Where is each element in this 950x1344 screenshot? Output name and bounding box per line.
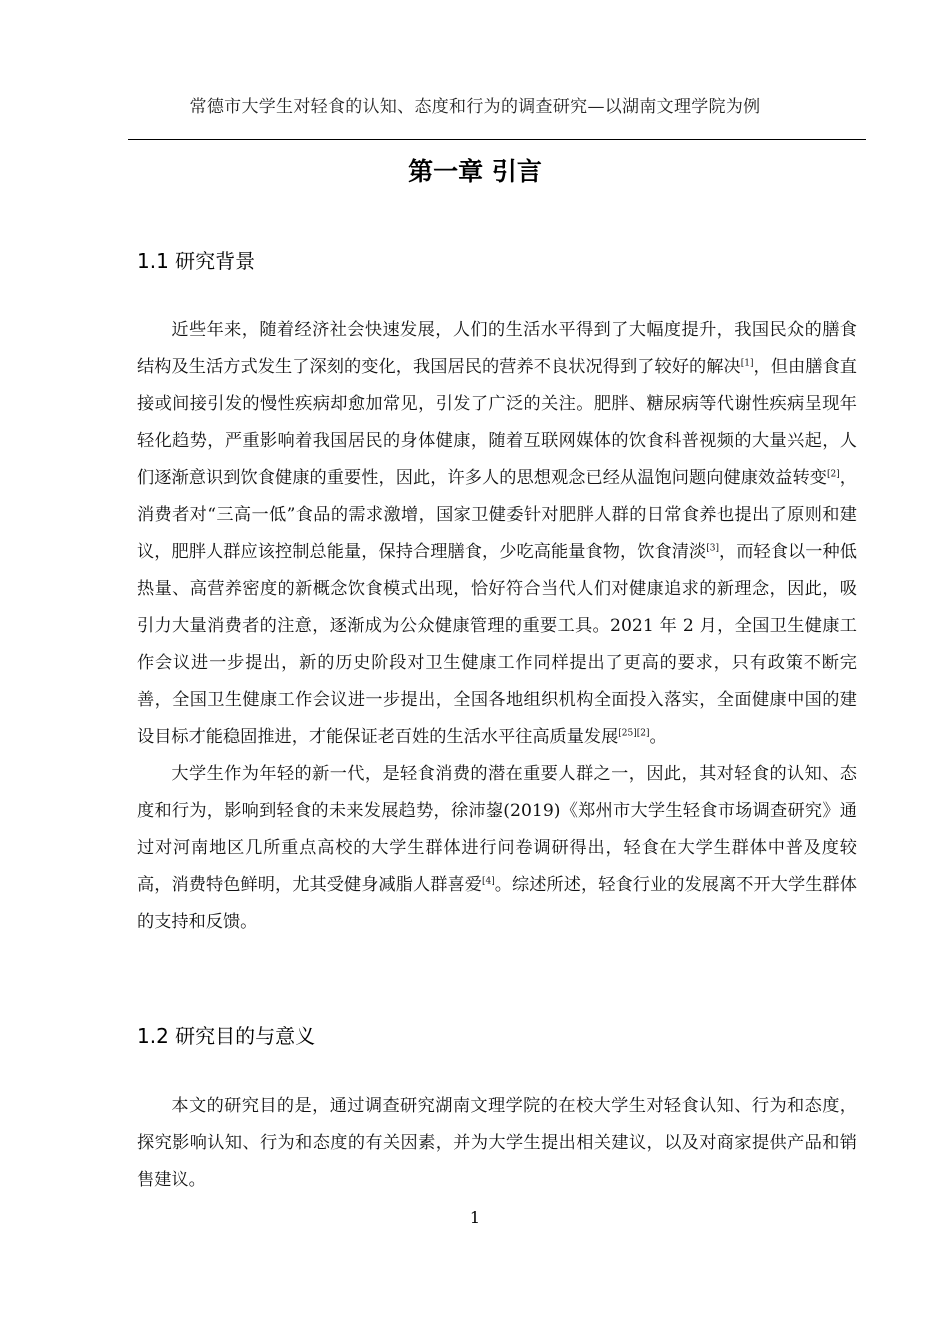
paragraph-research-purpose: 本文的研究目的是，通过调查研究湖南文理学院的在校大学生对轻食认知、行为和态度，探究影响认知、行为和态度的有关因素，并为大学生提出相关建议，以及对商家提供产品和销售建议。	[137, 1096, 857, 1190]
paragraph-research-background-2: 大学生作为年轻的新一代，是轻食消费的潜在重要人群之一，因此，其对轻食的认知、态度和行为，影响到轻食的未来发展趋势，徐沛鋆(2019)《郑州市大学生轻食市场调查研究》通过对河南地区几所重点高校的大学生群体进行问卷调研得出，轻食在大学生群体中普及度较高，消费特色鲜明，尤其受健身减脂人群喜爱[4]。综述所述，轻食行业的发展离不开大学生群体的支持和反馈。	[137, 764, 857, 932]
section-1-2-body	[137, 1088, 857, 1199]
section-1-1-body	[137, 312, 857, 941]
chapter-title: 第一章 引言	[408, 157, 542, 186]
header-divider	[128, 139, 866, 140]
citation-ref: [4]	[482, 876, 495, 887]
section-heading-1-1: 1.1 研究背景	[137, 249, 256, 273]
citation-ref: [1]	[740, 358, 754, 369]
citation-ref: [2]	[826, 469, 840, 480]
citation-ref: [25][2]	[618, 728, 650, 739]
page-number: 1	[469, 1208, 481, 1227]
citation-ref: [3]	[706, 543, 719, 554]
paragraph-research-background-1: 近些年来，随着经济社会快速发展，人们的生活水平得到了大幅度提升，我国民众的膳食结构及生活方式发生了深刻的变化，我国居民的营养不良状况得到了较好的解决[1]，但由膳食直接或间接引发的慢性疾病却愈加常见，引发了广泛的关注。肥胖、糖尿病等代谢性疾病呈现年轻化趋势，严重影响着我国居民的身体健康，随着互联网媒体的饮食科普视频的大量兴起，人们逐渐意识到饮食健康的重要性，因此，许多人的思想观念已经从温饱问题向健康效益转变[2]，消费者对“三高一低”食品的需求激增，国家卫健委针对肥胖人群的日常食养也提出了原则和建议，肥胖人群应该控制总能量，保持合理膳食，少吃高能量食物，饮食清淡[3]，而轻食以一种低热量、高营养密度的新概念饮食模式出现，恰好符合当代人们对健康追求的新理念，因此，吸引力大量消费者的注意，逐渐成为公众健康管理的重要工具。2021 年 2 月，全国卫生健康工作会议进一步提出，新的历史阶段对卫生健康工作同样提出了更高的要求，只有政策不断完善，全国卫生健康工作会议进一步提出，全国各地组织机构全面投入落实，全面健康中国的建设目标才能稳固推进，才能保证老百姓的生活水平往高质量发展[25][2]。	[137, 320, 857, 747]
section-heading-1-2: 1.2 研究目的与意义	[137, 1024, 316, 1048]
running-header: 常德市大学生对轻食的认知、态度和行为的调查研究—以湖南文理学院为例	[189, 97, 761, 117]
